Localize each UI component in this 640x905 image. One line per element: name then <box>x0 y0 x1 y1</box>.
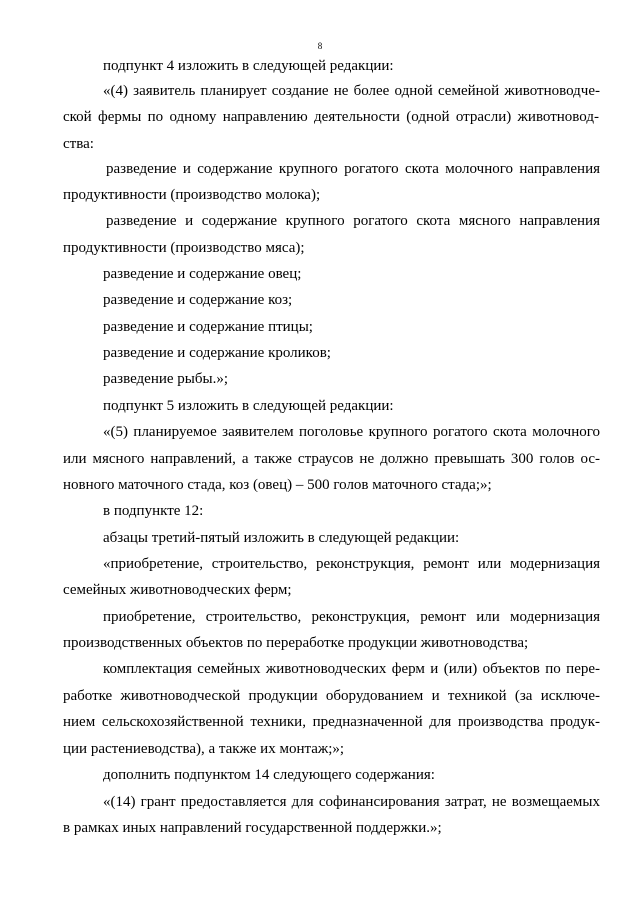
text-line: ства: <box>63 136 94 152</box>
text-line: «(14) грант предоставляется для софинансирования затрат, не возмещаемых <box>103 794 600 810</box>
text-line: приобретение, строительство, реконструкция, ремонт или модернизация <box>103 609 600 625</box>
text-line: разведение и содержание кроликов; <box>103 345 331 361</box>
text-line: комплектация семейных животноводческих ферм и (или) объектов по пере- <box>103 661 600 677</box>
text-line: разведение и содержание коз; <box>103 292 293 308</box>
text-line: дополнить подпунктом 14 следующего содержания: <box>103 767 435 783</box>
text-line: «(4) заявитель планирует создание не более одной семейной животноводче- <box>103 83 600 99</box>
text-line: нием сельскохозяйственной техники, предназначенной для производства продук- <box>63 714 600 730</box>
text-line: семейных животноводческих ферм; <box>63 582 292 598</box>
text-line: разведение и содержание крупного рогатого скота мясного направления <box>106 213 600 229</box>
text-line: подпункт 5 изложить в следующей редакции: <box>103 398 394 414</box>
text-line: абзацы третий-пятый изложить в следующей редакции: <box>103 530 460 546</box>
text-line: ции растениеводства), а также их монтаж;»; <box>63 741 345 757</box>
text-line: разведение и содержание овец; <box>103 266 302 282</box>
text-line: работке животноводческой продукции оборудованием и техникой (за исключе- <box>63 688 600 704</box>
text-line: в подпункте 12: <box>103 503 204 519</box>
page-number: 8 <box>317 41 323 51</box>
text-line: «приобретение, строительство, реконструкция, ремонт или модернизация <box>103 556 600 572</box>
text-line: ской фермы по одному направлению деятельности (одной отрасли) животновод- <box>63 109 599 125</box>
text-line: в рамках иных направлений государственной поддержки.»; <box>63 820 442 836</box>
text-line: разведение и содержание птицы; <box>103 319 313 335</box>
text-line: продуктивности (производство молока); <box>63 187 321 203</box>
text-line: «(5) планируемое заявителем поголовье крупного рогатого скота молочного <box>103 424 600 440</box>
text-line: разведение и содержание крупного рогатого скота молочного направления <box>106 161 600 177</box>
text-line: производственных объектов по переработке продукции животноводства; <box>63 635 529 651</box>
text-line: разведение рыбы.»; <box>103 371 228 387</box>
text-line: продуктивности (производство мяса); <box>63 240 305 256</box>
text-line: новного маточного стада, коз (овец) – 500 голов маточного стада;»; <box>63 477 492 493</box>
text-line: или мясного направлений, а также страусов не должно превышать 300 голов ос- <box>63 451 600 467</box>
text-line: подпункт 4 изложить в следующей редакции: <box>103 58 394 74</box>
